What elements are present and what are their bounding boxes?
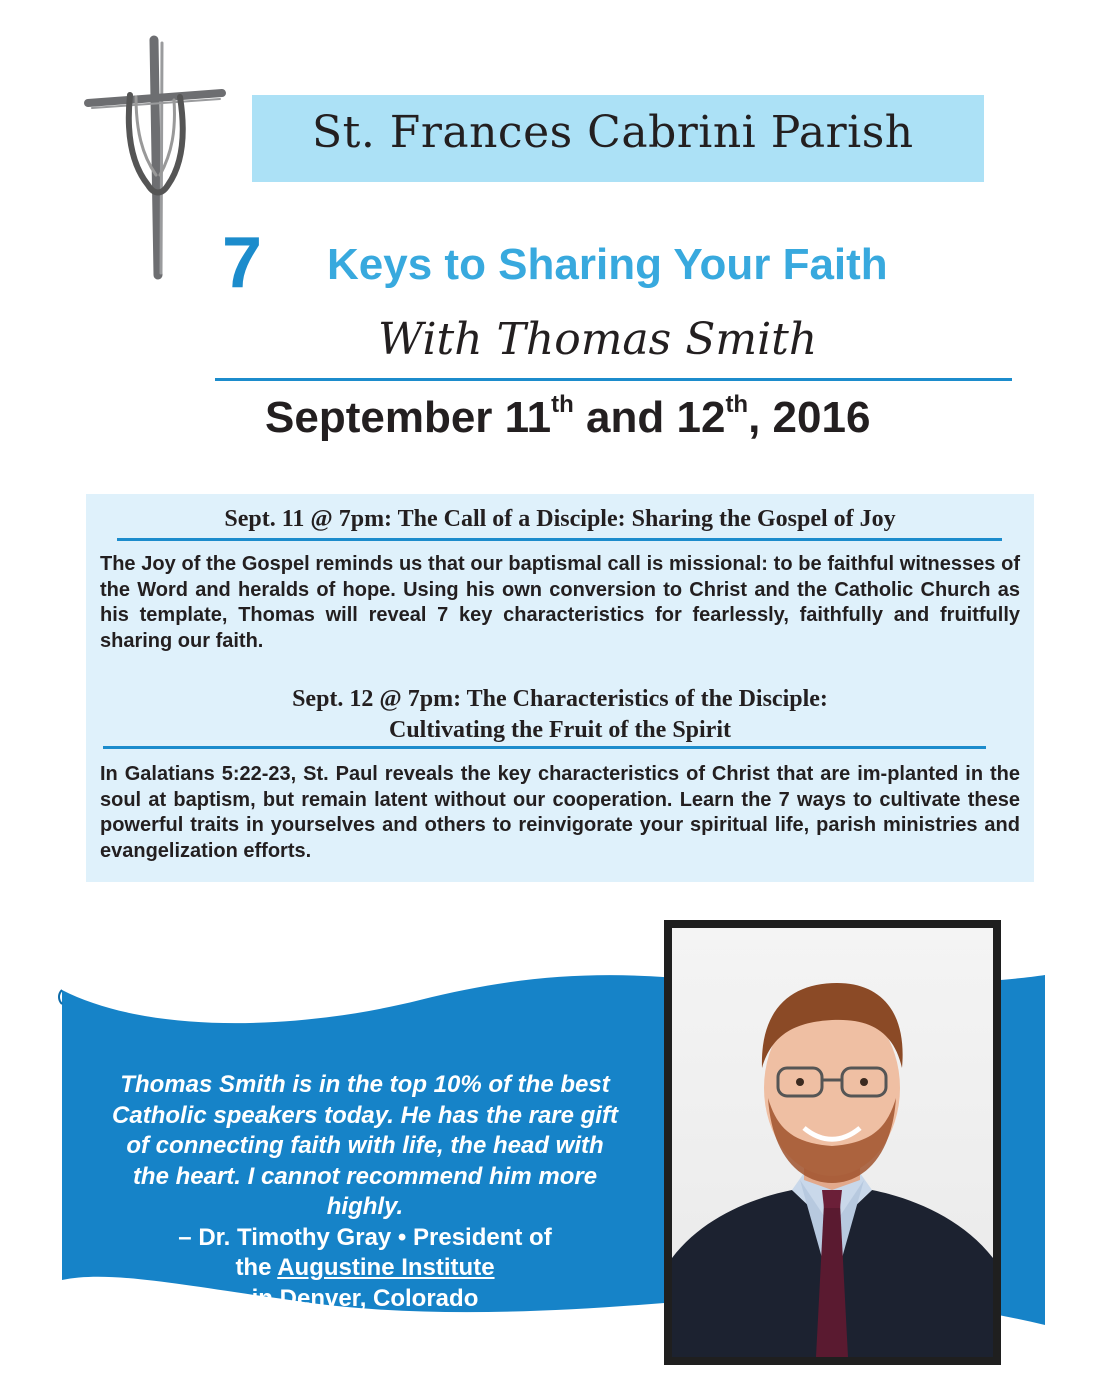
event-date [265,393,870,443]
session-2-title [86,684,1034,746]
divider [215,378,1012,381]
date-year: , 2016 [748,393,871,442]
testimonial-quote: Thomas Smith is in the top 10% of the best Catholic speakers today. He has the rare gift of connecting faith with life, the head with the heart. I cannot recommend him more highly. [112,1071,618,1220]
augustine-institute-link[interactable]: Augustine Institute [277,1254,495,1281]
speaker-portrait-icon [672,928,993,1357]
session-2-title-line-2: Cultivating the Fruit of the Spirit [389,717,731,743]
session-2-description: In Galatians 5:22-23, St. Paul reveals the key characteristics of Christ that are im-planted in the soul at baptism, but remain latent without our cooperation. Learn the 7 ways to cultivate these powerful traits in yourselves and others to reinvigorate your spiritual life, parish ministries and evangelization efforts. [100,763,1020,862]
session-1-title: Sept. 11 @ 7pm: The Call of a Disciple: Sharing the Gospel of Joy [224,506,896,532]
testimonial [110,1070,620,1314]
session-2-title-line-1: Sept. 12 @ 7pm: The Characteristics of the Disciple: [292,686,828,712]
parish-name: St. Frances Cabrini Parish [312,107,914,158]
headline-number: 7 [222,223,263,303]
attribution-the: the [235,1254,278,1281]
speaker-photo [664,920,1001,1365]
speaker-line: With Thomas Smith [378,314,818,365]
testimonial-attribution-line-2 [110,1253,620,1284]
date-suffix-2: th [725,391,749,418]
date-suffix-1: th [551,391,574,418]
headline-title: Keys to Sharing Your Faith [327,240,888,289]
divider [103,746,986,749]
testimonial-attribution-line-3: in Denver, Colorado [251,1284,479,1312]
session-1-description: The Joy of the Gospel reminds us that our baptismal call is missional: to be faithful witnesses of the Word and heralds of hope. Using his own conversion to Christ and the Catholic Church as his template, Thomas will reveal 7 key characteristics for fearlessly, faithfully and fruitfully sharing our faith. [100,553,1020,652]
divider [117,538,1002,541]
testimonial-attribution-line-1: – Dr. Timothy Gray • President of [178,1223,552,1251]
date-middle: and 12 [573,393,726,442]
cross-with-hands-icon [82,35,232,280]
date-month: September 11 [265,393,552,442]
